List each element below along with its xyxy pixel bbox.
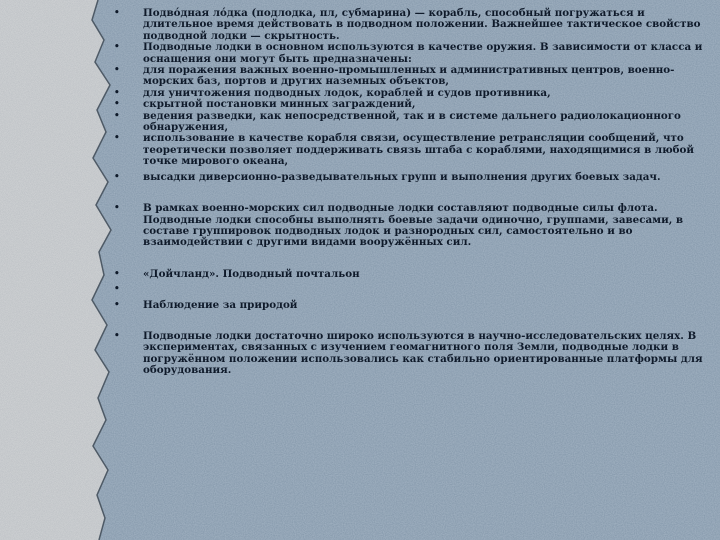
bullet-icon: • [114,203,120,214]
item-text: для поражения важных военно-промышленных и административных центров, военно-морских баз, портов и других наземных объектов, [143,64,675,88]
item-text: В рамках военно-морских сил подводные лодки составляют подводные силы флота. Подводные лодки способны выполнять боевые задачи одиночно, группами, завесами, в составе группировок подводных лодок и разнородных сил, самостоятельно и во взаимодействии с другими видами вооружённых сил. [143,202,684,249]
item-text: ведения разведки, как непосредственной, так и в системе дальнего радиолокационного обнаружения, [143,109,681,134]
item-text: «Дойчланд». Подводный почтальон [143,267,360,280]
bullet-icon: • [114,268,120,279]
bullet-icon: • [114,42,120,53]
bullet-icon: • [114,65,120,76]
bullet-icon: • [114,133,120,144]
item-text: скрытной постановки минных заграждений, [143,98,416,111]
slide-content [112,8,710,377]
bullet-icon: • [114,284,120,295]
bullet-icon: • [114,99,120,110]
list-item [112,172,710,183]
bullet-icon: • [114,87,120,98]
list-item [112,300,710,311]
list-item [112,284,710,295]
item-text: высадки диверсионно-разведывательных групп и выполнения других боевых задач. [143,170,661,183]
list-item [112,42,710,65]
item-text: использование в качестве корабля связи, осуществление ретрансляции сообщений, что теоретически позволяет поддерживать связь штаба с кораблями, находящимися в любой точке мирового океана, [143,132,695,168]
item-text: Подводные лодки в основном используются в качестве оружия. В зависимости от класса и оснащения они могут быть предназначены: [143,41,703,65]
bullet-icon: • [114,110,120,121]
list-item [112,111,710,134]
list-item [112,269,710,280]
bullet-icon: • [114,8,120,18]
bullet-icon: • [114,299,120,310]
item-text: для уничтожения подводных лодок, кораблей и судов противника, [143,86,551,99]
item-text: Наблюдение за природой [143,298,298,311]
list-item [112,8,710,42]
item-text: Подводные лодки достаточно широко используются в научно-исследовательских целях. В экспериментах, связанных с изучением геомагнитного поля Земли, подводные лодки в погружённом положении использовались как стабильно ориентированные платформы для оборудования. [143,329,703,377]
list-item [112,133,710,167]
list-item [112,65,710,88]
list-item [112,331,710,377]
list-item [112,203,710,249]
item-text: Подво́дная ло́дка (подлодка, пл, субмарина) — корабль, способный погружаться и длительное время действовать в подводном положении. Важнейшее тактическое свойство подводной лодки — скрытность. [143,7,701,42]
bullet-icon: • [114,330,120,341]
bullet-icon: • [114,171,120,182]
